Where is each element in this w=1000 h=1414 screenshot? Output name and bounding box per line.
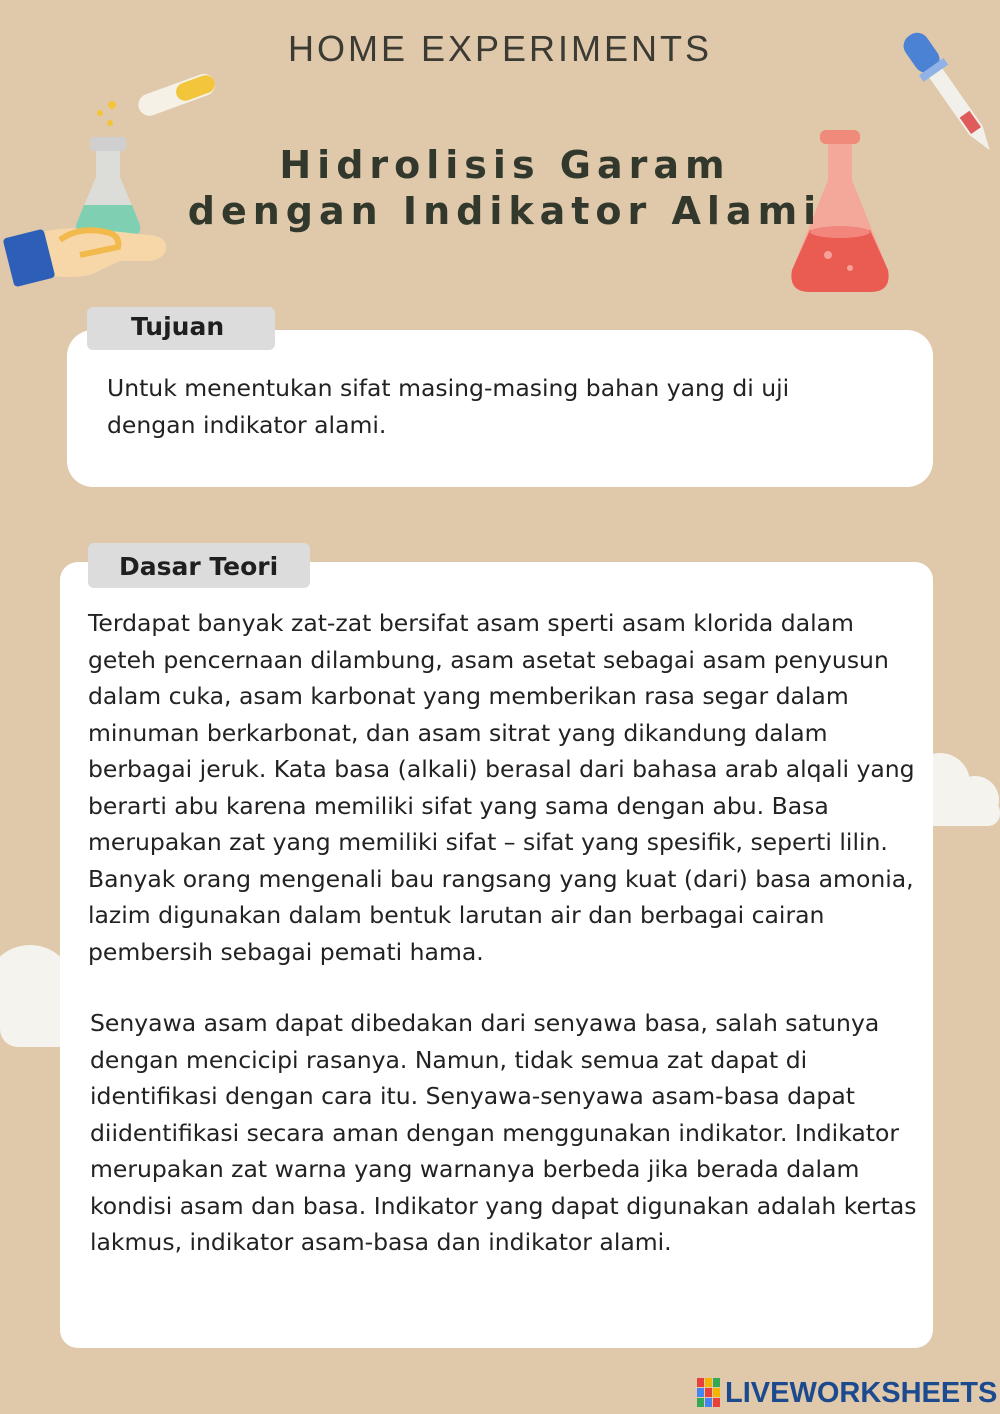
tujuan-text: Untuk menentukan sifat masing-masing bahan yang di uji dengan indikator alami. bbox=[107, 374, 790, 439]
title-line-2: dengan Indikator Alami bbox=[187, 189, 823, 233]
page-title bbox=[140, 142, 870, 234]
title-line-1: Hidrolisis Garam bbox=[279, 143, 731, 187]
header-eyebrow: HOME EXPERIMENTS bbox=[287, 28, 713, 69]
dasar-teori-paragraph-1: Terdapat banyak zat-zat bersifat asam sperti asam klorida dalam geteh pencernaan dilambung, asam asetat sebagai asam penyusun dalam cuka, asam karbonat yang memberikan rasa segar dalam minuman berkarbonat, dan asam sitrat yang dikandung dalam berbagai jeruk. Kata basa (alkali) berasal dari bahasa arab alqali yang berarti abu karena memiliki sifat yang sama dengan abu. Basa merupakan zat yang memiliki sifat – sifat yang spesifik, seperti lilin. Banyak orang mengenali bau rangsang yang kuat (dari) basa amonia, lazim digunakan dalam bentuk larutan air dan berbagai cairan pembersih sebagai pemati hama. bbox=[88, 609, 915, 966]
tujuan-label: Tujuan bbox=[87, 307, 275, 350]
liveworksheets-logo[interactable] bbox=[697, 1376, 997, 1410]
dasar-teori-label: Dasar Teori bbox=[88, 543, 310, 588]
liveworksheets-logo-icon bbox=[697, 1378, 721, 1408]
dasar-teori-paragraph-2: Senyawa asam dapat dibedakan dari senyawa basa, salah satunya dengan mencicipi rasanya. Namun, tidak semua zat dapat di identifikasi dengan cara itu. Senyawa-senyawa asam-basa dapat diidentifikasi secara aman dengan menggunakan indikator. Indikator merupakan zat warna yang warnanya berbeda jika berada dalam kondisi asam dan basa. Indikator yang dapat digunakan adalah kertas lakmus, indikator asam-basa dan indikator alami. bbox=[90, 1009, 917, 1256]
liveworksheets-logo-text: LIVEWORKSHEETS bbox=[725, 1376, 998, 1409]
